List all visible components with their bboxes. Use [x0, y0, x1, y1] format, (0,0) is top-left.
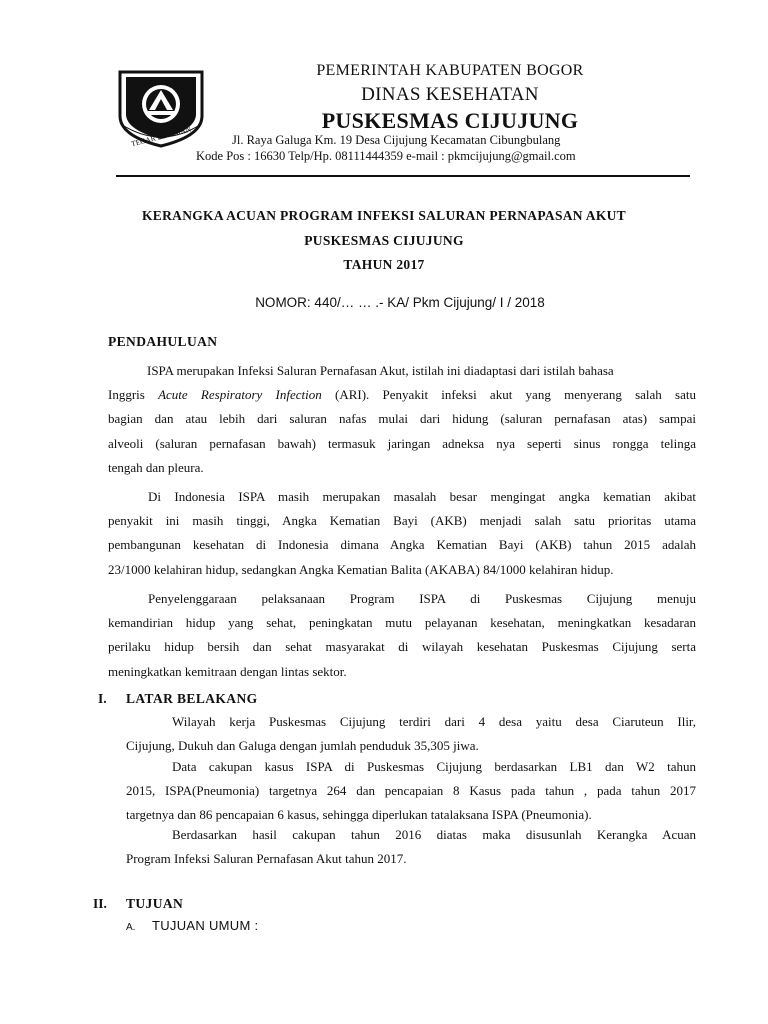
paragraph-line: perilaku hidup bersih dan sehat masyarakat di wilayah kesehatan Puskesmas Cijujung serta [108, 639, 696, 655]
latar-paragraph-1 [126, 710, 696, 758]
letterhead-department: DINAS KESEHATAN [361, 84, 539, 105]
paragraph-line: Penyelenggaraan pelaksanaan Program ISPA di Puskesmas Cijujung menuju [148, 591, 696, 606]
letterhead-address: Jl. Raya Galuga Km. 19 Desa Cijujung Kecamatan Cibungbulang [232, 133, 561, 147]
letterhead-government: PEMERINTAH KABUPATEN BOGOR [316, 62, 584, 79]
document-title: KERANGKA ACUAN PROGRAM INFEKSI SALURAN PERNAPASAN AKUT [142, 208, 626, 223]
letterhead-contact: Kode Pos : 16630 Telp/Hp. 08111444359 e-mail : pkmcijujung@gmail.com [196, 149, 576, 163]
section-heading-latar-belakang: LATAR BELAKANG [126, 691, 258, 706]
paragraph-line: kemandirian hidup yang sehat, peningkatan mutu pelayanan kesehatan, meningkatkan kesadaran [108, 615, 696, 631]
paragraph-line: Berdasarkan hasil cakupan tahun 2016 diatas maka disusunlah Kerangka Acuan [172, 827, 696, 842]
paragraph-line: meningkatkan kemitraan dengan lintas sektor. [108, 663, 347, 679]
section-heading-tujuan: TUJUAN [126, 896, 184, 911]
line-text: (ARI). Penyakit infeksi akut yang menyerang salah satu [321, 387, 696, 403]
paragraph-line: penyakit ini masih tinggi, Angka Kematian Bayi (AKB) menjadi salah satu prioritas utama [108, 513, 696, 529]
document-year: TAHUN 2017 [343, 257, 425, 272]
paragraph-line: alveoli (saluran pernafasan bawah) termasuk jaringan adneksa nya seperti sinus rongga telinga [108, 435, 696, 451]
subsection-heading-tujuan-umum: TUJUAN UMUM : [152, 918, 259, 933]
paragraph-line: Program Infeksi Saluran Pernafasan Akut tahun 2017. [126, 851, 407, 867]
paragraph-line: Wilayah kerja Puskesmas Cijujung terdiri dari 4 desa yaitu desa Ciaruteun Ilir, [172, 714, 696, 729]
paragraph-line: targetnya dan 86 pencapaian 6 kasus, sehingga diperlukan tatalaksana ISPA (Pneumonia). [126, 807, 592, 823]
paragraph-line: Di Indonesia ISPA masih merupakan masalah besar mengingat angka kematian akibat [148, 489, 696, 504]
latar-paragraph-2 [126, 755, 696, 828]
pendahuluan-paragraph-3 [108, 587, 696, 684]
paragraph-line: bagian dan atau lebih dari saluran nafas mulai dari hidung (saluran pernafasan atas) sampai [108, 411, 696, 427]
logo-motto: TEGAR BERIMAN [130, 124, 193, 148]
paragraph-line: 2015, ISPA(Pneumonia) targetnya 264 dan pencapaian 8 Kasus pada tahun , pada tahun 2017 [126, 783, 696, 799]
line-text: Inggris [108, 387, 159, 403]
section-heading-pendahuluan: PENDAHULUAN [108, 334, 218, 349]
bogor-regency-logo [116, 66, 206, 148]
document-number: NOMOR: 440/… … .- KA/ Pkm Cijujung/ I / 2018 [255, 295, 545, 310]
paragraph-line: ISPA merupakan Infeksi Saluran Pernafasan Akut, istilah ini diadaptasi dari istilah bahasa [147, 363, 614, 378]
paragraph-line: Data cakupan kasus ISPA di Puskesmas Cijujung berdasarkan LB1 dan W2 tahun [172, 759, 696, 774]
document-subtitle: PUSKESMAS CIJUJUNG [304, 233, 464, 248]
letterhead-organization: PUSKESMAS CIJUJUNG [321, 108, 579, 133]
paragraph-line: 23/1000 kelahiran hidup, sedangkan Angka Kematian Balita (AKABA) 84/1000 kelahiran hidup. [108, 561, 614, 577]
paragraph-line: pembangunan kesehatan di Indonesia dimana Angka Kematian Bayi (AKB) tahun 2015 adalah [108, 537, 696, 553]
italic-term: Acute Respiratory Infection [158, 387, 322, 403]
paragraph-line [108, 383, 696, 407]
paragraph-line: Cijujung, Dukuh dan Galuga dengan jumlah penduduk 35,305 jiwa. [126, 738, 479, 754]
letterhead-divider [116, 175, 690, 177]
section-number-1: I. [98, 691, 107, 706]
pendahuluan-paragraph-2 [108, 485, 696, 582]
paragraph-line: tengah dan pleura. [108, 459, 204, 475]
subsection-letter-a: A. [126, 922, 136, 933]
section-number-2: II. [93, 896, 107, 911]
pendahuluan-paragraph-1 [108, 359, 696, 480]
latar-paragraph-3 [126, 823, 696, 871]
